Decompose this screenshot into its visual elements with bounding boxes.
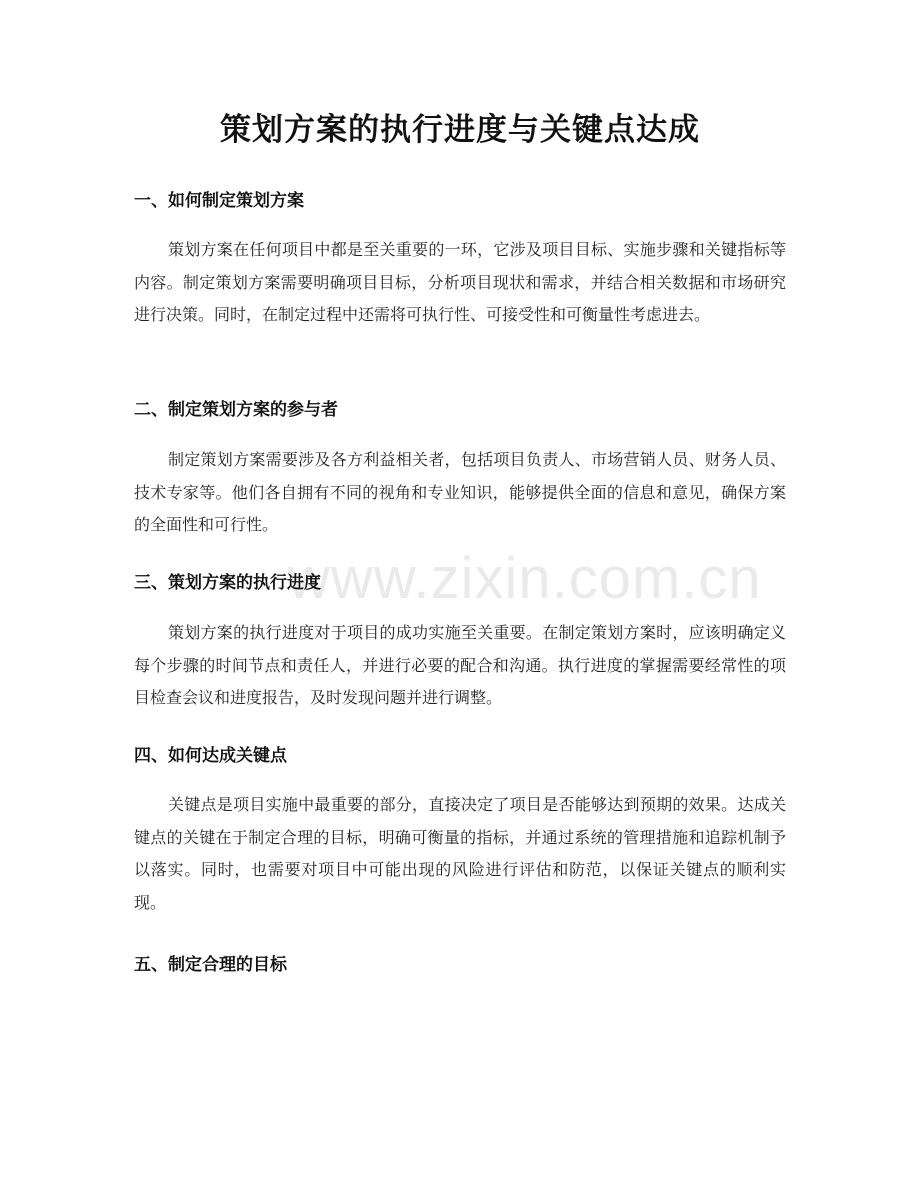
section-body-1: 策划方案在任何项目中都是至关重要的一环，它涉及项目目标、实施步骤和关键指标等内容。制定策划方案需要明确项目目标，分析项目现状和需求，并结合相关数据和市场研究进行决策。同时，在制定过程中还需将可执行性、可接受性和可衡量性考虑进去。 — [134, 240, 786, 324]
section-body-3: 策划方案的执行进度对于项目的成功实施至关重要。在制定策划方案时，应该明确定义每个步骤的时间节点和责任人，并进行必要的配合和沟通。执行进度的掌握需要经常性的项目检查会议和进度报告，及时发现问题并进行调整。 — [134, 623, 786, 707]
section-heading-3: 三、策划方案的执行进度 — [134, 573, 321, 593]
section-heading-1: 一、如何制定策划方案 — [134, 191, 304, 211]
section-body-2: 制定策划方案需要涉及各方利益相关者，包括项目负责人、市场营销人员、财务人员、技术专家等。他们各自拥有不同的视角和专业知识，能够提供全面的信息和意见，确保方案的全面性和可行性。 — [134, 450, 786, 534]
section-heading-5: 五、制定合理的目标 — [134, 955, 287, 975]
document-title: 策划方案的执行进度与关键点达成 — [220, 112, 700, 148]
watermark: www.zixin.com.cn — [288, 546, 762, 611]
section-body-4: 关键点是项目实施中最重要的部分，直接决定了项目是否能够达到预期的效果。达成关键点的关键在于制定合理的目标，明确可衡量的指标，并通过系统的管理措施和追踪机制予以落实。同时，也需要对项目中可能出现的风险进行评估和防范，以保证关键点的顺利实现。 — [134, 795, 786, 912]
section-heading-4: 四、如何达成关键点 — [134, 746, 287, 766]
section-heading-2: 二、制定策划方案的参与者 — [134, 400, 338, 420]
